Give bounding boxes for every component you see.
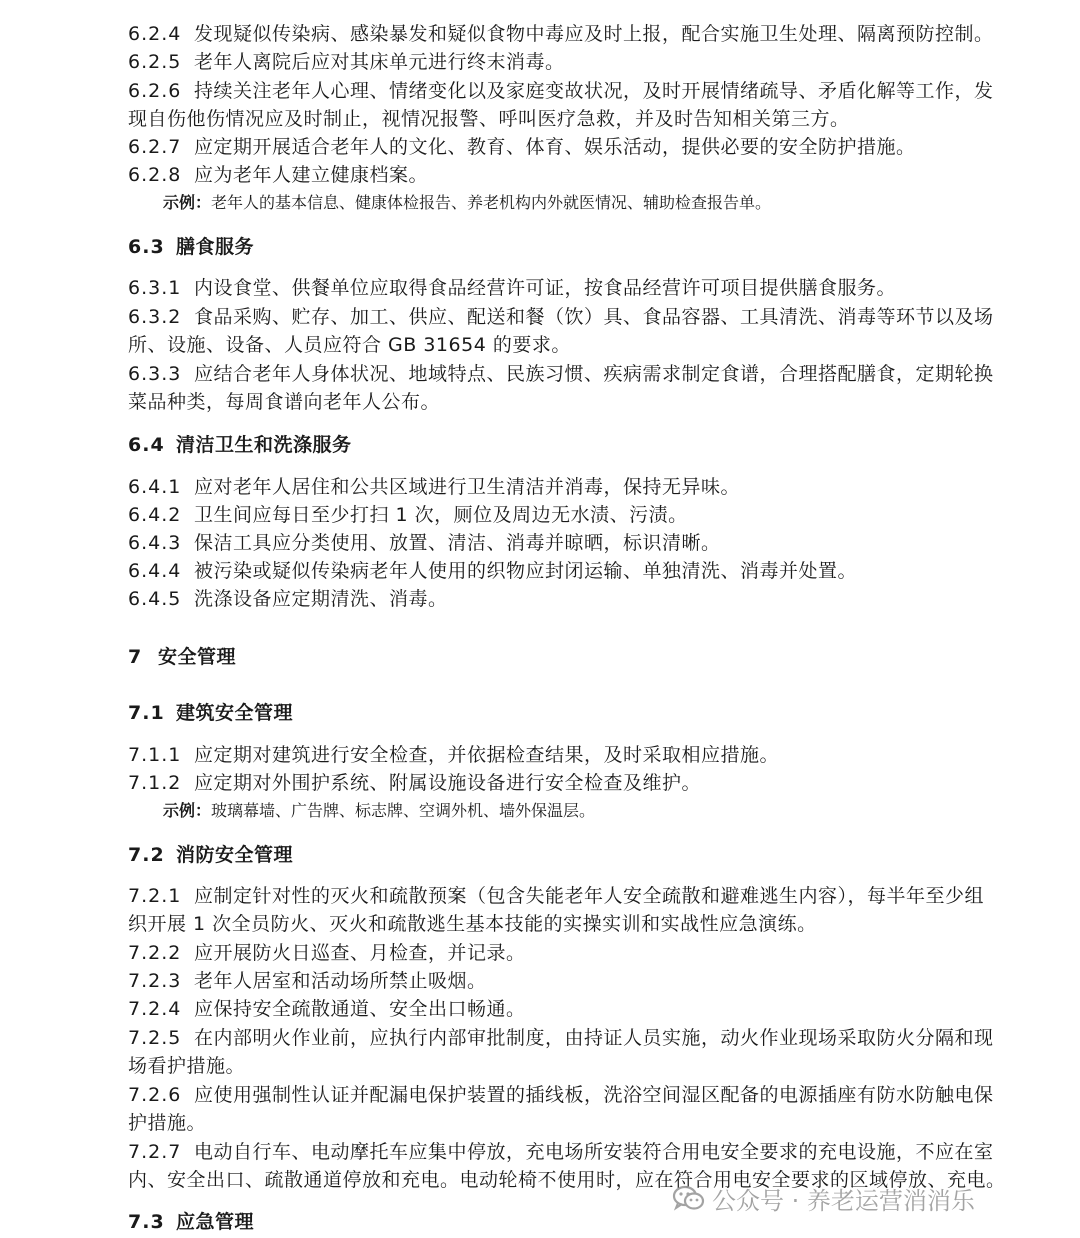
clause-7-2-5: 7.2.5 在内部明火作业前，应执行内部审批制度，由持证人员实施，动火作业现场采取防火分隔和现 (128, 1027, 994, 1049)
clause-6-3-3-continued: 菜品种类，每周食谱向老年人公布。 (128, 391, 441, 413)
clause-7-2-1-continued: 织开展 1 次全员防火、灭火和疏散逃生基本技能的实操实训和实战性应急演练。 (128, 913, 817, 935)
clause-6-4-2: 6.4.2 卫生间应每日至少打扫 1 次，厕位及周边无水渍、污渍。 (128, 504, 688, 526)
clause-6-3-1: 6.3.1 内设食堂、供餐单位应取得食品经营许可证，按食品经营许可项目提供膳食服务。 (128, 277, 897, 299)
clause-7-2-6-continued: 护措施。 (128, 1112, 207, 1134)
clause-7-1-2: 7.1.2 应定期对外围护系统、附属设施设备进行安全检查及维护。 (128, 772, 702, 794)
clause-6-3-3: 6.3.3 应结合老年人身体状况、地域特点、民族习惯、疾病需求制定食谱，合理搭配膳食，定期轮换 (128, 363, 994, 385)
clause-7-2-3: 7.2.3 老年人居室和活动场所禁止吸烟。 (128, 970, 487, 992)
clause-7-2-4: 7.2.4 应保持安全疏散通道、安全出口畅通。 (128, 998, 526, 1020)
example-note-building-facilities: 示例：玻璃幕墙、广告牌、标志牌、空调外机、墙外保温层。 (163, 801, 596, 820)
clause-6-2-6-continued: 现自伤他伤情况应及时制止，视情况报警、呼叫医疗急救，并及时告知相关第三方。 (128, 108, 850, 130)
clause-7-1-1: 7.1.1 应定期对建筑进行安全检查，并依据检查结果，及时采取相应措施。 (128, 744, 780, 766)
clause-7-2-7: 7.2.7 电动自行车、电动摩托车应集中停放，充电场所安装符合用电安全要求的充电设施，不应在室 (128, 1141, 994, 1163)
clause-7-2-5-continued: 场看护措施。 (128, 1055, 246, 1077)
clause-6-4-4: 6.4.4 被污染或疑似传染病老年人使用的织物应封闭运输、单独清洗、消毒并处置。 (128, 560, 858, 582)
clause-6-3-2: 6.3.2 食品采购、贮存、加工、供应、配送和餐（饮）具、食品容器、工具清洗、消毒等环节以及场 (128, 306, 994, 328)
example-note-health-records: 示例：老年人的基本信息、健康体检报告、养老机构内外就医情况、辅助检查报告单。 (163, 193, 772, 212)
clause-7-2-1: 7.2.1 应制定针对性的灭火和疏散预案（包含失能老年人安全疏散和避难逃生内容），每半年至少组 (128, 885, 985, 907)
clause-6-2-5: 6.2.5 老年人离院后应对其床单元进行终末消毒。 (128, 51, 565, 73)
clause-6-3-2-continued: 所、设施、设备、人员应符合 GB 31654 的要求。 (128, 334, 571, 356)
clause-7-2-7-continued: 内、安全出口、疏散通道停放和充电。电动轮椅不使用时，应在符合用电安全要求的区域停放、充电。 (128, 1169, 1006, 1191)
section-heading-6-3: 6.3 膳食服务 (128, 236, 255, 258)
clause-6-4-1: 6.4.1 应对老年人居住和公共区域进行卫生清洁并消毒，保持无异味。 (128, 476, 741, 498)
section-heading-7-1: 7.1 建筑安全管理 (128, 702, 294, 724)
chapter-heading-7: 7 安全管理 (128, 646, 237, 668)
clause-7-2-6: 7.2.6 应使用强制性认证并配漏电保护装置的插线板，洗浴空间湿区配备的电源插座有防水防触电保 (128, 1084, 994, 1106)
wechat-icon (672, 1184, 706, 1212)
wechat-watermark (672, 1178, 975, 1218)
clause-6-4-3: 6.4.3 保洁工具应分类使用、放置、清洁、消毒并晾晒，标识清晰。 (128, 532, 721, 554)
clause-7-2-2: 7.2.2 应开展防火日巡查、月检查，并记录。 (128, 942, 526, 964)
clause-6-2-8: 6.2.8 应为老年人建立健康档案。 (128, 164, 429, 186)
watermark-text: 公众号 · 养老运营消消乐 (712, 1186, 975, 1215)
clause-6-2-4: 6.2.4 发现疑似传染病、感染暴发和疑似食物中毒应及时上报，配合实施卫生处理、隔离预防控制。 (128, 23, 994, 45)
section-heading-7-3: 7.3 应急管理 (128, 1211, 255, 1233)
clause-6-4-5: 6.4.5 洗涤设备应定期清洗、消毒。 (128, 588, 448, 610)
section-heading-6-4: 6.4 清洁卫生和洗涤服务 (128, 434, 352, 456)
clause-6-2-7: 6.2.7 应定期开展适合老年人的文化、教育、体育、娱乐活动，提供必要的安全防护措施。 (128, 136, 916, 158)
clause-6-2-6: 6.2.6 持续关注老年人心理、情绪变化以及家庭变故状况，及时开展情绪疏导、矛盾化解等工作，发 (128, 80, 994, 102)
section-heading-7-2: 7.2 消防安全管理 (128, 844, 294, 866)
